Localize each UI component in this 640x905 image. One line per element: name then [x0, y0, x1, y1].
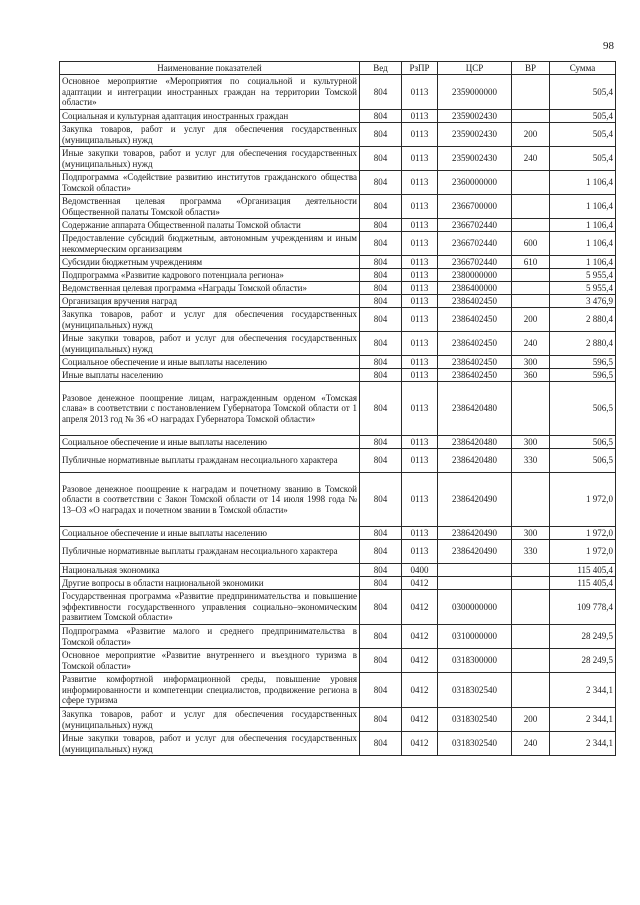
table-header	[60, 62, 616, 75]
cell-ved: 804	[360, 123, 402, 147]
cell-sum: 28 249,5	[550, 649, 616, 673]
cell-ved: 804	[360, 564, 402, 577]
cell-rzpr: 0113	[402, 540, 438, 564]
table-row	[60, 564, 616, 577]
cell-vr	[512, 110, 550, 123]
table-row	[60, 473, 616, 527]
cell-vr	[512, 295, 550, 308]
table-row	[60, 171, 616, 195]
table-row	[60, 195, 616, 219]
cell-ved: 804	[360, 295, 402, 308]
cell-sum: 1 972,0	[550, 473, 616, 527]
cell-ved: 804	[360, 332, 402, 356]
cell-ved: 804	[360, 110, 402, 123]
cell-ved: 804	[360, 219, 402, 232]
cell-sum: 505,4	[550, 110, 616, 123]
cell-sum: 109 778,4	[550, 590, 616, 625]
cell-vr	[512, 269, 550, 282]
cell-sum: 1 106,4	[550, 171, 616, 195]
cell-csr: 2366702440	[438, 219, 512, 232]
cell-vr	[512, 195, 550, 219]
cell-ved: 804	[360, 282, 402, 295]
cell-csr: 2359002430	[438, 110, 512, 123]
cell-name: Подпрограмма «Развитие кадрового потенциала региона»	[60, 269, 360, 282]
cell-name: Основное мероприятие «Мероприятия по социальной и культурной адаптации и интеграции иностранных граждан на территории Томской области»	[60, 75, 360, 110]
cell-csr: 2386420490	[438, 473, 512, 527]
table-row	[60, 256, 616, 269]
cell-ved: 804	[360, 708, 402, 732]
cell-ved: 804	[360, 232, 402, 256]
cell-ved: 804	[360, 382, 402, 436]
cell-rzpr: 0113	[402, 75, 438, 110]
cell-name: Основное мероприятие «Развитие внутреннего и въездного туризма в Томской области»	[60, 649, 360, 673]
cell-rzpr: 0113	[402, 436, 438, 449]
table-row	[60, 269, 616, 282]
cell-sum: 3 476,9	[550, 295, 616, 308]
cell-name: Иные закупки товаров, работ и услуг для обеспечения государственных (муниципальных) нужд	[60, 332, 360, 356]
table-row	[60, 295, 616, 308]
table-row	[60, 356, 616, 369]
cell-ved: 804	[360, 449, 402, 473]
cell-ved: 804	[360, 308, 402, 332]
cell-vr	[512, 473, 550, 527]
table-row	[60, 232, 616, 256]
cell-sum: 5 955,4	[550, 269, 616, 282]
cell-vr	[512, 282, 550, 295]
cell-sum: 505,4	[550, 75, 616, 110]
cell-name: Иные закупки товаров, работ и услуг для обеспечения государственных (муниципальных) нужд	[60, 732, 360, 756]
table-row	[60, 625, 616, 649]
cell-sum: 115 405,4	[550, 564, 616, 577]
table-row	[60, 590, 616, 625]
table-row	[60, 110, 616, 123]
cell-csr	[438, 577, 512, 590]
cell-rzpr: 0412	[402, 649, 438, 673]
cell-vr: 200	[512, 308, 550, 332]
cell-rzpr: 0113	[402, 110, 438, 123]
cell-csr: 0310000000	[438, 625, 512, 649]
cell-sum: 2 344,1	[550, 732, 616, 756]
cell-sum: 115 405,4	[550, 577, 616, 590]
cell-sum: 1 972,0	[550, 540, 616, 564]
cell-ved: 804	[360, 590, 402, 625]
cell-csr: 2386402450	[438, 308, 512, 332]
cell-sum: 506,5	[550, 449, 616, 473]
header-ved: Вед	[360, 62, 402, 75]
table-row	[60, 649, 616, 673]
cell-name: Публичные нормативные выплаты гражданам несоциального характера	[60, 449, 360, 473]
cell-rzpr: 0113	[402, 527, 438, 540]
cell-csr: 2386420480	[438, 449, 512, 473]
cell-rzpr: 0412	[402, 625, 438, 649]
cell-sum: 596,5	[550, 356, 616, 369]
cell-vr	[512, 577, 550, 590]
table-row	[60, 282, 616, 295]
cell-name: Ведомственная целевая программа «Награды Томской области»	[60, 282, 360, 295]
cell-vr: 610	[512, 256, 550, 269]
cell-ved: 804	[360, 527, 402, 540]
table-row	[60, 308, 616, 332]
cell-name: Закупка товаров, работ и услуг для обеспечения государственных (муниципальных) нужд	[60, 308, 360, 332]
cell-ved: 804	[360, 356, 402, 369]
cell-rzpr: 0113	[402, 382, 438, 436]
table-row	[60, 219, 616, 232]
table-row	[60, 147, 616, 171]
cell-rzpr: 0113	[402, 369, 438, 382]
table-row	[60, 123, 616, 147]
cell-sum: 2 344,1	[550, 673, 616, 708]
cell-sum: 505,4	[550, 147, 616, 171]
cell-vr: 200	[512, 708, 550, 732]
cell-name: Государственная программа «Развитие предпринимательства и повышение эффективности государственного управления социально–экономическим развитием Томской области»	[60, 590, 360, 625]
cell-sum: 5 955,4	[550, 282, 616, 295]
header-vr: ВР	[512, 62, 550, 75]
cell-csr: 2386420480	[438, 382, 512, 436]
cell-name: Подпрограмма «Содействие развитию институтов гражданского общества Томской области»	[60, 171, 360, 195]
cell-vr: 200	[512, 123, 550, 147]
cell-ved: 804	[360, 732, 402, 756]
cell-csr: 2359002430	[438, 123, 512, 147]
cell-name: Разовое денежное поощрение лицам, награжденным орденом «Томская слава» в соответствии с постановлением Губернатора Томской области от 1 апреля 2013 год № 36 «О наградах Губернатора Томской области»	[60, 382, 360, 436]
cell-sum: 1 972,0	[550, 527, 616, 540]
cell-rzpr: 0412	[402, 577, 438, 590]
cell-name: Национальная экономика	[60, 564, 360, 577]
cell-ved: 804	[360, 75, 402, 110]
cell-vr: 330	[512, 449, 550, 473]
cell-rzpr: 0113	[402, 256, 438, 269]
cell-rzpr: 0412	[402, 673, 438, 708]
cell-csr: 2386420490	[438, 540, 512, 564]
cell-vr: 300	[512, 527, 550, 540]
cell-sum: 506,5	[550, 382, 616, 436]
cell-sum: 596,5	[550, 369, 616, 382]
page-number: 98	[603, 40, 614, 52]
cell-name: Подпрограмма «Развитие малого и среднего предпринимательства в Томской области»	[60, 625, 360, 649]
cell-vr	[512, 649, 550, 673]
cell-csr: 2386420480	[438, 436, 512, 449]
budget-table	[59, 61, 616, 756]
cell-vr	[512, 75, 550, 110]
cell-vr: 300	[512, 356, 550, 369]
cell-name: Социальное обеспечение и иные выплаты населению	[60, 356, 360, 369]
cell-rzpr: 0113	[402, 232, 438, 256]
cell-name: Содержание аппарата Общественной палаты Томской области	[60, 219, 360, 232]
cell-rzpr: 0113	[402, 171, 438, 195]
cell-name: Иные выплаты населению	[60, 369, 360, 382]
header-csr: ЦСР	[438, 62, 512, 75]
cell-ved: 804	[360, 147, 402, 171]
cell-sum: 28 249,5	[550, 625, 616, 649]
cell-csr: 0318302540	[438, 732, 512, 756]
cell-csr: 2386400000	[438, 282, 512, 295]
cell-rzpr: 0113	[402, 308, 438, 332]
cell-csr: 0300000000	[438, 590, 512, 625]
table-row	[60, 527, 616, 540]
cell-vr: 240	[512, 732, 550, 756]
cell-name: Иные закупки товаров, работ и услуг для обеспечения государственных (муниципальных) нужд	[60, 147, 360, 171]
cell-csr: 2359002430	[438, 147, 512, 171]
cell-csr: 2386402450	[438, 356, 512, 369]
cell-vr: 360	[512, 369, 550, 382]
cell-vr	[512, 625, 550, 649]
cell-csr: 2366702440	[438, 232, 512, 256]
cell-vr	[512, 564, 550, 577]
cell-rzpr: 0113	[402, 195, 438, 219]
cell-rzpr: 0400	[402, 564, 438, 577]
cell-rzpr: 0113	[402, 295, 438, 308]
header-name: Наименование показателей	[60, 62, 360, 75]
cell-rzpr: 0113	[402, 147, 438, 171]
cell-csr: 0318302540	[438, 673, 512, 708]
cell-vr: 600	[512, 232, 550, 256]
cell-rzpr: 0113	[402, 269, 438, 282]
cell-rzpr: 0113	[402, 219, 438, 232]
header-rzpr: РзПР	[402, 62, 438, 75]
cell-rzpr: 0113	[402, 473, 438, 527]
header-sum: Сумма	[550, 62, 616, 75]
cell-sum: 506,5	[550, 436, 616, 449]
cell-rzpr: 0113	[402, 282, 438, 295]
cell-csr: 2386402450	[438, 369, 512, 382]
cell-name: Закупка товаров, работ и услуг для обеспечения государственных (муниципальных) нужд	[60, 123, 360, 147]
cell-ved: 804	[360, 625, 402, 649]
cell-ved: 804	[360, 436, 402, 449]
cell-sum: 1 106,4	[550, 232, 616, 256]
table-row	[60, 577, 616, 590]
cell-csr: 2386402450	[438, 332, 512, 356]
cell-ved: 804	[360, 195, 402, 219]
cell-sum: 2 880,4	[550, 308, 616, 332]
cell-vr: 300	[512, 436, 550, 449]
cell-csr: 2380000000	[438, 269, 512, 282]
cell-rzpr: 0412	[402, 590, 438, 625]
cell-name: Социальное обеспечение и иные выплаты населению	[60, 436, 360, 449]
cell-csr: 2386402450	[438, 295, 512, 308]
cell-vr: 330	[512, 540, 550, 564]
cell-ved: 804	[360, 256, 402, 269]
cell-ved: 804	[360, 673, 402, 708]
cell-rzpr: 0412	[402, 732, 438, 756]
table-row	[60, 708, 616, 732]
cell-name: Ведомственная целевая программа «Организация деятельности Общественной палаты Томской области»	[60, 195, 360, 219]
cell-sum: 1 106,4	[550, 256, 616, 269]
table-row	[60, 540, 616, 564]
cell-name: Субсидии бюджетным учреждениям	[60, 256, 360, 269]
cell-ved: 804	[360, 171, 402, 195]
cell-rzpr: 0113	[402, 449, 438, 473]
cell-ved: 804	[360, 540, 402, 564]
cell-vr	[512, 590, 550, 625]
cell-csr: 2366702440	[438, 256, 512, 269]
cell-vr	[512, 673, 550, 708]
cell-vr: 240	[512, 147, 550, 171]
cell-rzpr: 0113	[402, 123, 438, 147]
cell-name: Социальное обеспечение и иные выплаты населению	[60, 527, 360, 540]
table-row	[60, 449, 616, 473]
cell-csr	[438, 564, 512, 577]
cell-sum: 2 344,1	[550, 708, 616, 732]
cell-ved: 804	[360, 369, 402, 382]
cell-csr: 2386420490	[438, 527, 512, 540]
cell-sum: 2 880,4	[550, 332, 616, 356]
table-row	[60, 332, 616, 356]
cell-vr	[512, 382, 550, 436]
cell-name: Предоставление субсидий бюджетным, автономным учреждениям и иным некоммерческим организациям	[60, 232, 360, 256]
cell-vr	[512, 171, 550, 195]
cell-csr: 2366700000	[438, 195, 512, 219]
cell-sum: 1 106,4	[550, 195, 616, 219]
table-row	[60, 75, 616, 110]
table-row	[60, 732, 616, 756]
cell-sum: 505,4	[550, 123, 616, 147]
cell-name: Развитие комфортной информационной среды, повышение уровня информированности и компетенции специалистов, продвижение региона в сфере туризма	[60, 673, 360, 708]
cell-csr: 0318300000	[438, 649, 512, 673]
cell-csr: 2359000000	[438, 75, 512, 110]
cell-rzpr: 0113	[402, 356, 438, 369]
cell-csr: 2360000000	[438, 171, 512, 195]
cell-vr: 240	[512, 332, 550, 356]
table-row	[60, 382, 616, 436]
cell-name: Другие вопросы в области национальной экономики	[60, 577, 360, 590]
cell-rzpr: 0412	[402, 708, 438, 732]
cell-name: Организация вручения наград	[60, 295, 360, 308]
cell-name: Публичные нормативные выплаты гражданам несоциального характера	[60, 540, 360, 564]
cell-ved: 804	[360, 269, 402, 282]
cell-name: Закупка товаров, работ и услуг для обеспечения государственных (муниципальных) нужд	[60, 708, 360, 732]
cell-name: Разовое денежное поощрение к наградам и почетному званию в Томской области в соответствии с Закон Томской области от 14 июля 1998 года № 13–ОЗ «О наградах и почетном звании в Томской области»	[60, 473, 360, 527]
table-body	[60, 75, 616, 756]
cell-name: Социальная и культурная адаптация иностранных граждан	[60, 110, 360, 123]
table-row	[60, 369, 616, 382]
cell-vr	[512, 219, 550, 232]
cell-csr: 0318302540	[438, 708, 512, 732]
cell-ved: 804	[360, 577, 402, 590]
cell-rzpr: 0113	[402, 332, 438, 356]
cell-ved: 804	[360, 473, 402, 527]
cell-sum: 1 106,4	[550, 219, 616, 232]
cell-ved: 804	[360, 649, 402, 673]
table-row	[60, 436, 616, 449]
table-row	[60, 673, 616, 708]
